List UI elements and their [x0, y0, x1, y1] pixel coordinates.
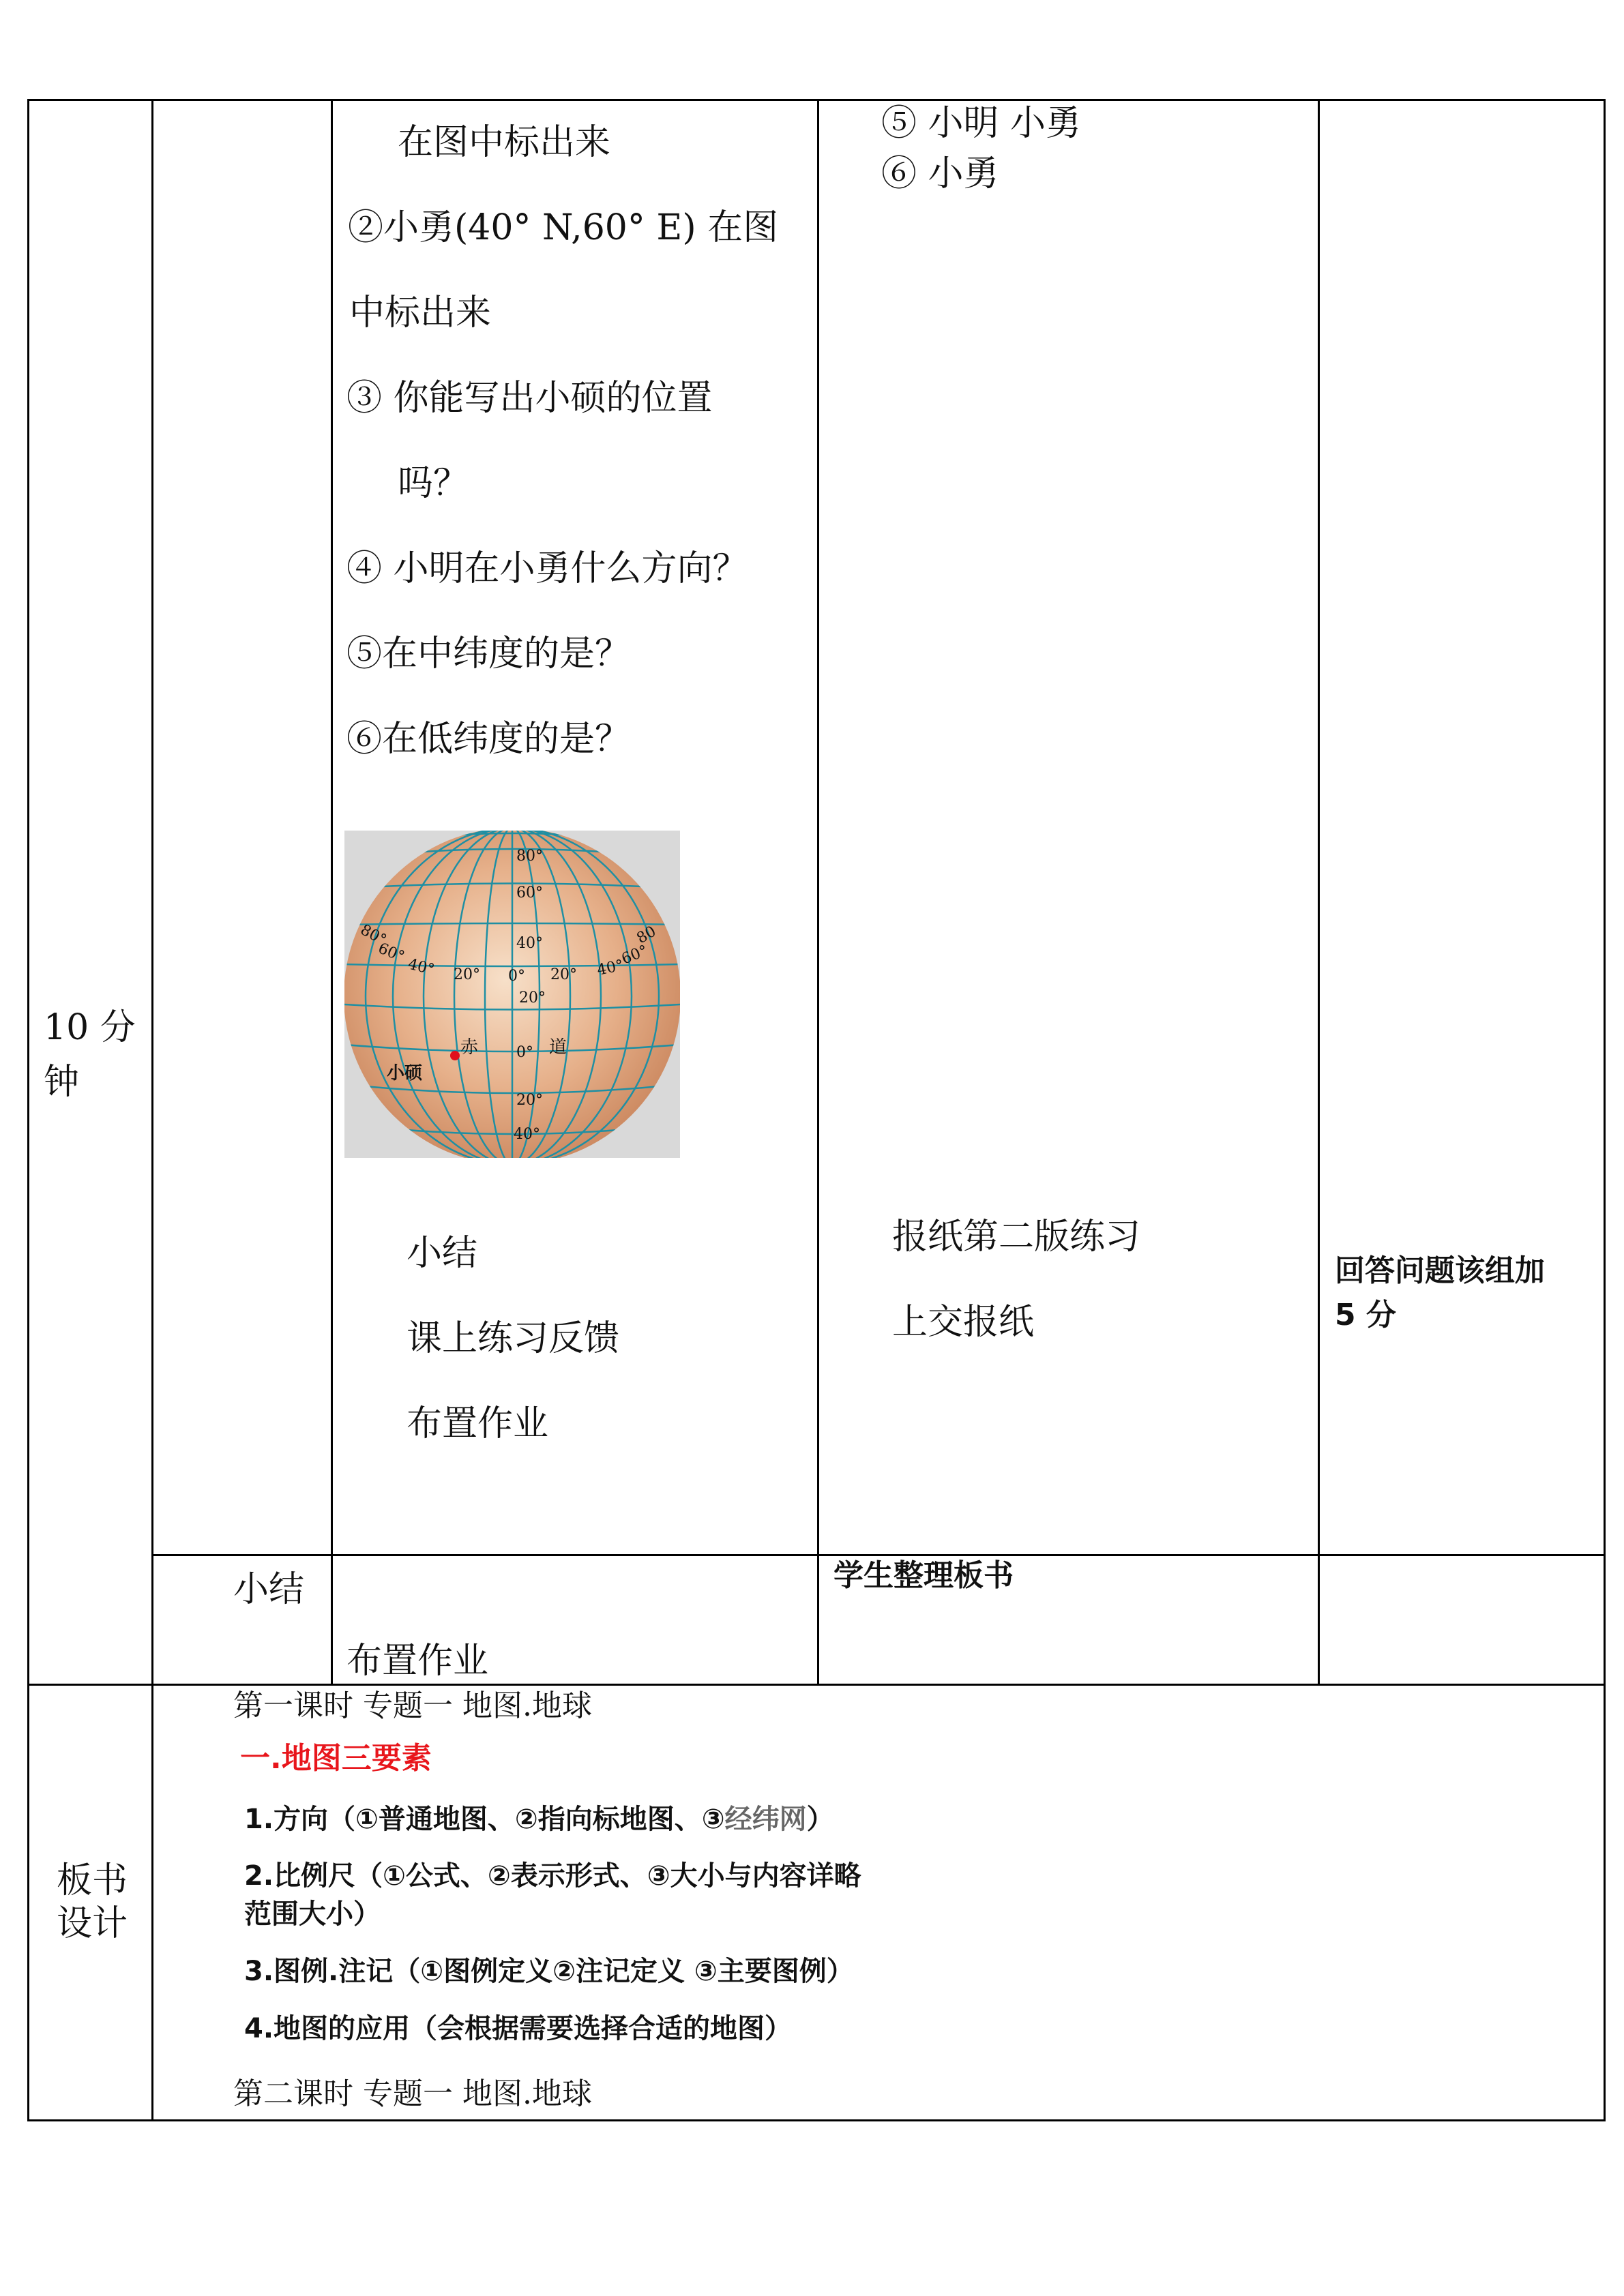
board-item-2-line2: 范围大小） — [244, 1898, 381, 1930]
activity-line: ④ 小明在小勇什么方向？ — [346, 548, 748, 589]
activity-line: ②小勇(40° N,60° E) 在图 — [348, 207, 779, 248]
column-divider-1 — [151, 99, 153, 2121]
summary-row-label: 小结 — [233, 1569, 305, 1610]
activity-line: ③ 你能写出小硕的位置 — [346, 378, 713, 419]
globe-lon-label: 20° — [550, 966, 577, 983]
board-design-label-1: 板书 — [57, 1860, 128, 1901]
globe-lat-label: 0° — [516, 1044, 533, 1061]
activity-line: 吗？ — [398, 463, 469, 504]
summary-row-student: 学生整理板书 — [833, 1558, 1014, 1593]
table-right-border — [1604, 99, 1606, 2121]
board-item-1-main: 1.方向（①普通地图、②指向标地图、③ — [244, 1804, 725, 1835]
board-item-1-gray: 经纬网 — [724, 1804, 807, 1835]
globe-graticule — [344, 831, 680, 1158]
globe-figure — [344, 831, 680, 1158]
board-item-2-line1: 2.比例尺（①公式、②表示形式、③大小与内容详略 — [244, 1860, 861, 1892]
summary-row-top-border — [151, 1554, 1606, 1556]
student-answer: ⑥ 小勇 — [881, 153, 999, 194]
globe-equator-label: 赤 — [460, 1037, 479, 1058]
board-item-3: 3.图例.注记（①图例定义②注记定义 ③主要图例） — [244, 1956, 854, 1987]
activity-line: ⑤在中纬度的是？ — [346, 633, 631, 674]
student-answer: ⑤ 小明 小勇 — [881, 103, 1082, 144]
student-line: 上交报纸 — [892, 1302, 1035, 1343]
summary-line: 小结 — [407, 1233, 478, 1274]
time-cell-line1: 10 分 — [44, 1007, 136, 1048]
activity-line: 中标出来 — [349, 293, 492, 333]
table-left-border — [27, 99, 29, 2121]
summary-line: 课上练习反馈 — [407, 1318, 620, 1359]
lesson-2-title: 第二课时 专题一 地图.地球 — [233, 2076, 592, 2111]
globe-lon-label: 20° — [454, 966, 480, 983]
globe-lat-label: 20° — [519, 989, 546, 1007]
globe-lat-label: 20° — [516, 1092, 543, 1109]
globe-lon-label: 0° — [508, 968, 525, 985]
activity-line: ⑥在低纬度的是？ — [346, 719, 631, 760]
activity-line: 在图中标出来 — [398, 122, 611, 163]
board-design-label-2: 设计 — [57, 1903, 128, 1944]
globe-lat-label: 80° — [516, 848, 543, 865]
student-line: 报纸第二版练习 — [892, 1217, 1141, 1257]
globe-lon-label: 80 — [634, 923, 660, 948]
summary-line: 布置作业 — [407, 1403, 549, 1444]
column-divider-4 — [1318, 99, 1320, 1686]
globe-lat-label: 40° — [514, 1126, 540, 1143]
globe-marker-label: 小硕 — [387, 1063, 423, 1084]
lesson-1-title: 第一课时 专题一 地图.地球 — [233, 1688, 592, 1723]
xiaoshuo-marker — [450, 1051, 460, 1060]
board-item-1 — [244, 1803, 834, 1836]
column-divider-2 — [331, 99, 333, 1686]
evaluation-line2: 5 分 — [1335, 1298, 1396, 1332]
globe-lat-label: 60° — [516, 884, 543, 901]
board-item-4: 4.地图的应用（会根据需要选择合适的地图） — [244, 2013, 793, 2044]
evaluation-line1: 回答问题该组加 — [1335, 1253, 1545, 1288]
globe-lon-label: 60° — [375, 940, 407, 966]
board-item-1-end: ） — [806, 1804, 834, 1835]
globe-lon-label: 40° — [595, 957, 625, 979]
globe-lat-label: 40° — [516, 935, 543, 952]
globe-equator-label: 道 — [549, 1037, 567, 1058]
column-divider-3 — [817, 99, 819, 1686]
table-bottom-border — [27, 2119, 1606, 2121]
table-top-border — [27, 99, 1606, 101]
board-row-top-border — [27, 1684, 1606, 1686]
globe-lon-label: 80° — [357, 921, 389, 949]
globe-lon-label: 40° — [406, 955, 437, 979]
section-heading: 一.地图三要素 — [240, 1741, 432, 1776]
summary-row-content: 布置作业 — [346, 1641, 489, 1682]
globe-lon-label: 60° — [619, 942, 651, 968]
time-cell-line2: 钟 — [44, 1062, 80, 1103]
